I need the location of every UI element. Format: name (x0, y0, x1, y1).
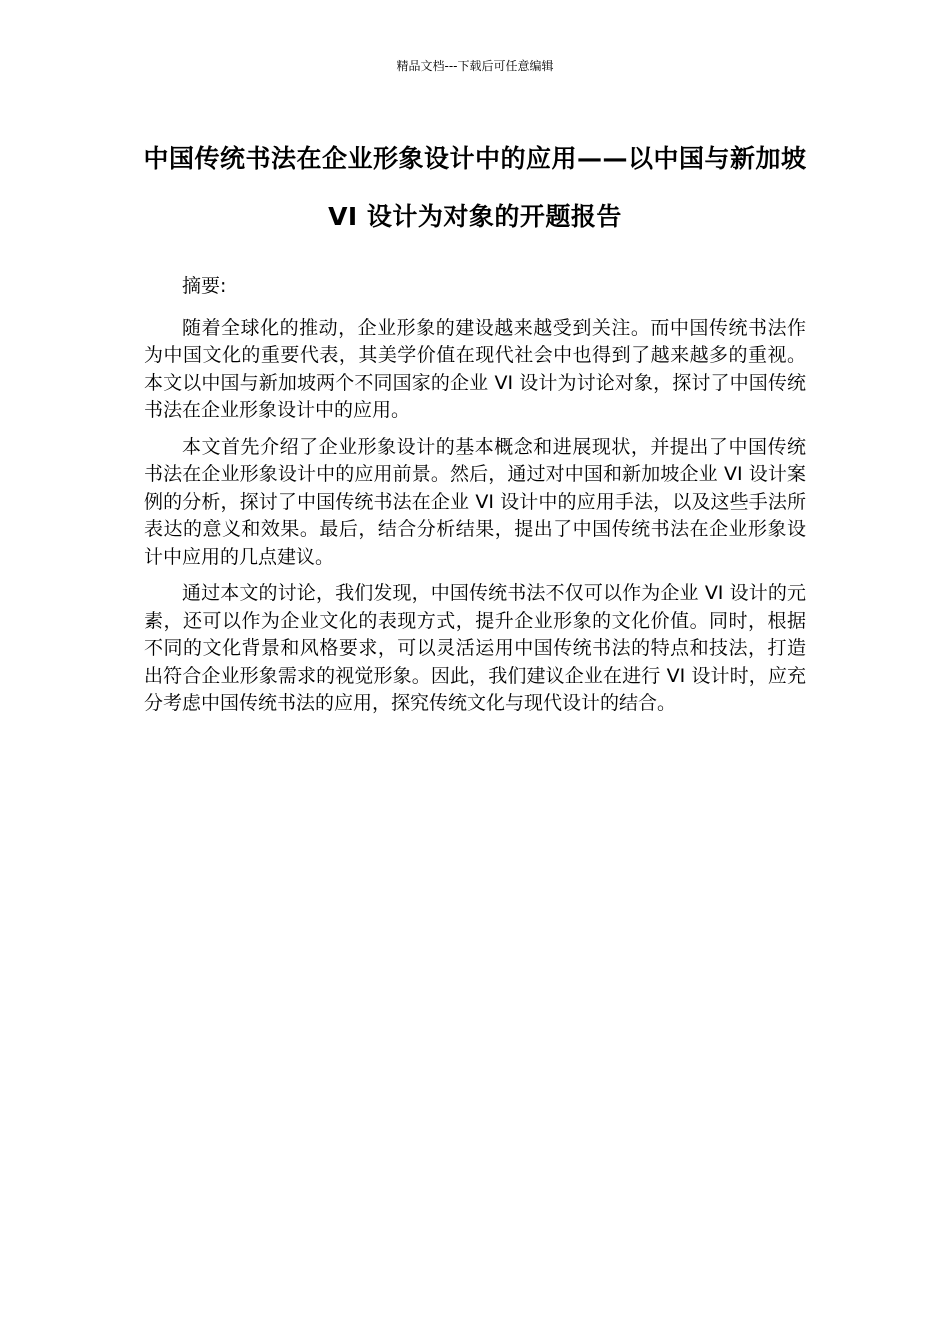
document-body (144, 273, 806, 727)
abstract-label: 摘要: (182, 275, 227, 297)
page-header: 精品文档---下载后可任意编辑 (396, 59, 554, 73)
abstract-paragraph-1: 随着全球化的推动，企业形象的建设越来越受到关注。而中国传统书法作为中国文化的重要代表，其美学价值在现代社会中也得到了越来越多的重视。本文以中国与新加坡两个不同国家的企业 VI 设计为讨论对象，探讨了中国传统书法在企业形象设计中的应用。 (144, 316, 806, 421)
abstract-paragraph-3: 通过本文的讨论，我们发现，中国传统书法不仅可以作为企业 VI 设计的元素，还可以作为企业文化的表现方式，提升企业形象的文化价值。同时，根据不同的文化背景和风格要求，可以灵活运用中国传统书法的特点和技法，打造出符合企业形象需求的视觉形象。因此，我们建议企业在进行 VI 设计时，应充分考虑中国传统书法的应用，探究传统文化与现代设计的结合。 (144, 582, 806, 714)
document-title: 中国传统书法在企业形象设计中的应用——以中国与新加坡 VI 设计为对象的开题报告 (143, 144, 807, 231)
abstract-paragraph-2: 本文首先介绍了企业形象设计的基本概念和进展现状，并提出了中国传统书法在企业形象设计中的应用前景。然后，通过对中国和新加坡企业 VI 设计案例的分析，探讨了中国传统书法在企业 VI 设计中的应用手法，以及这些手法所表达的意义和效果。最后，结合分析结果，提出了中国传统书法在企业形象设计中应用的几点建议。 (144, 435, 806, 568)
